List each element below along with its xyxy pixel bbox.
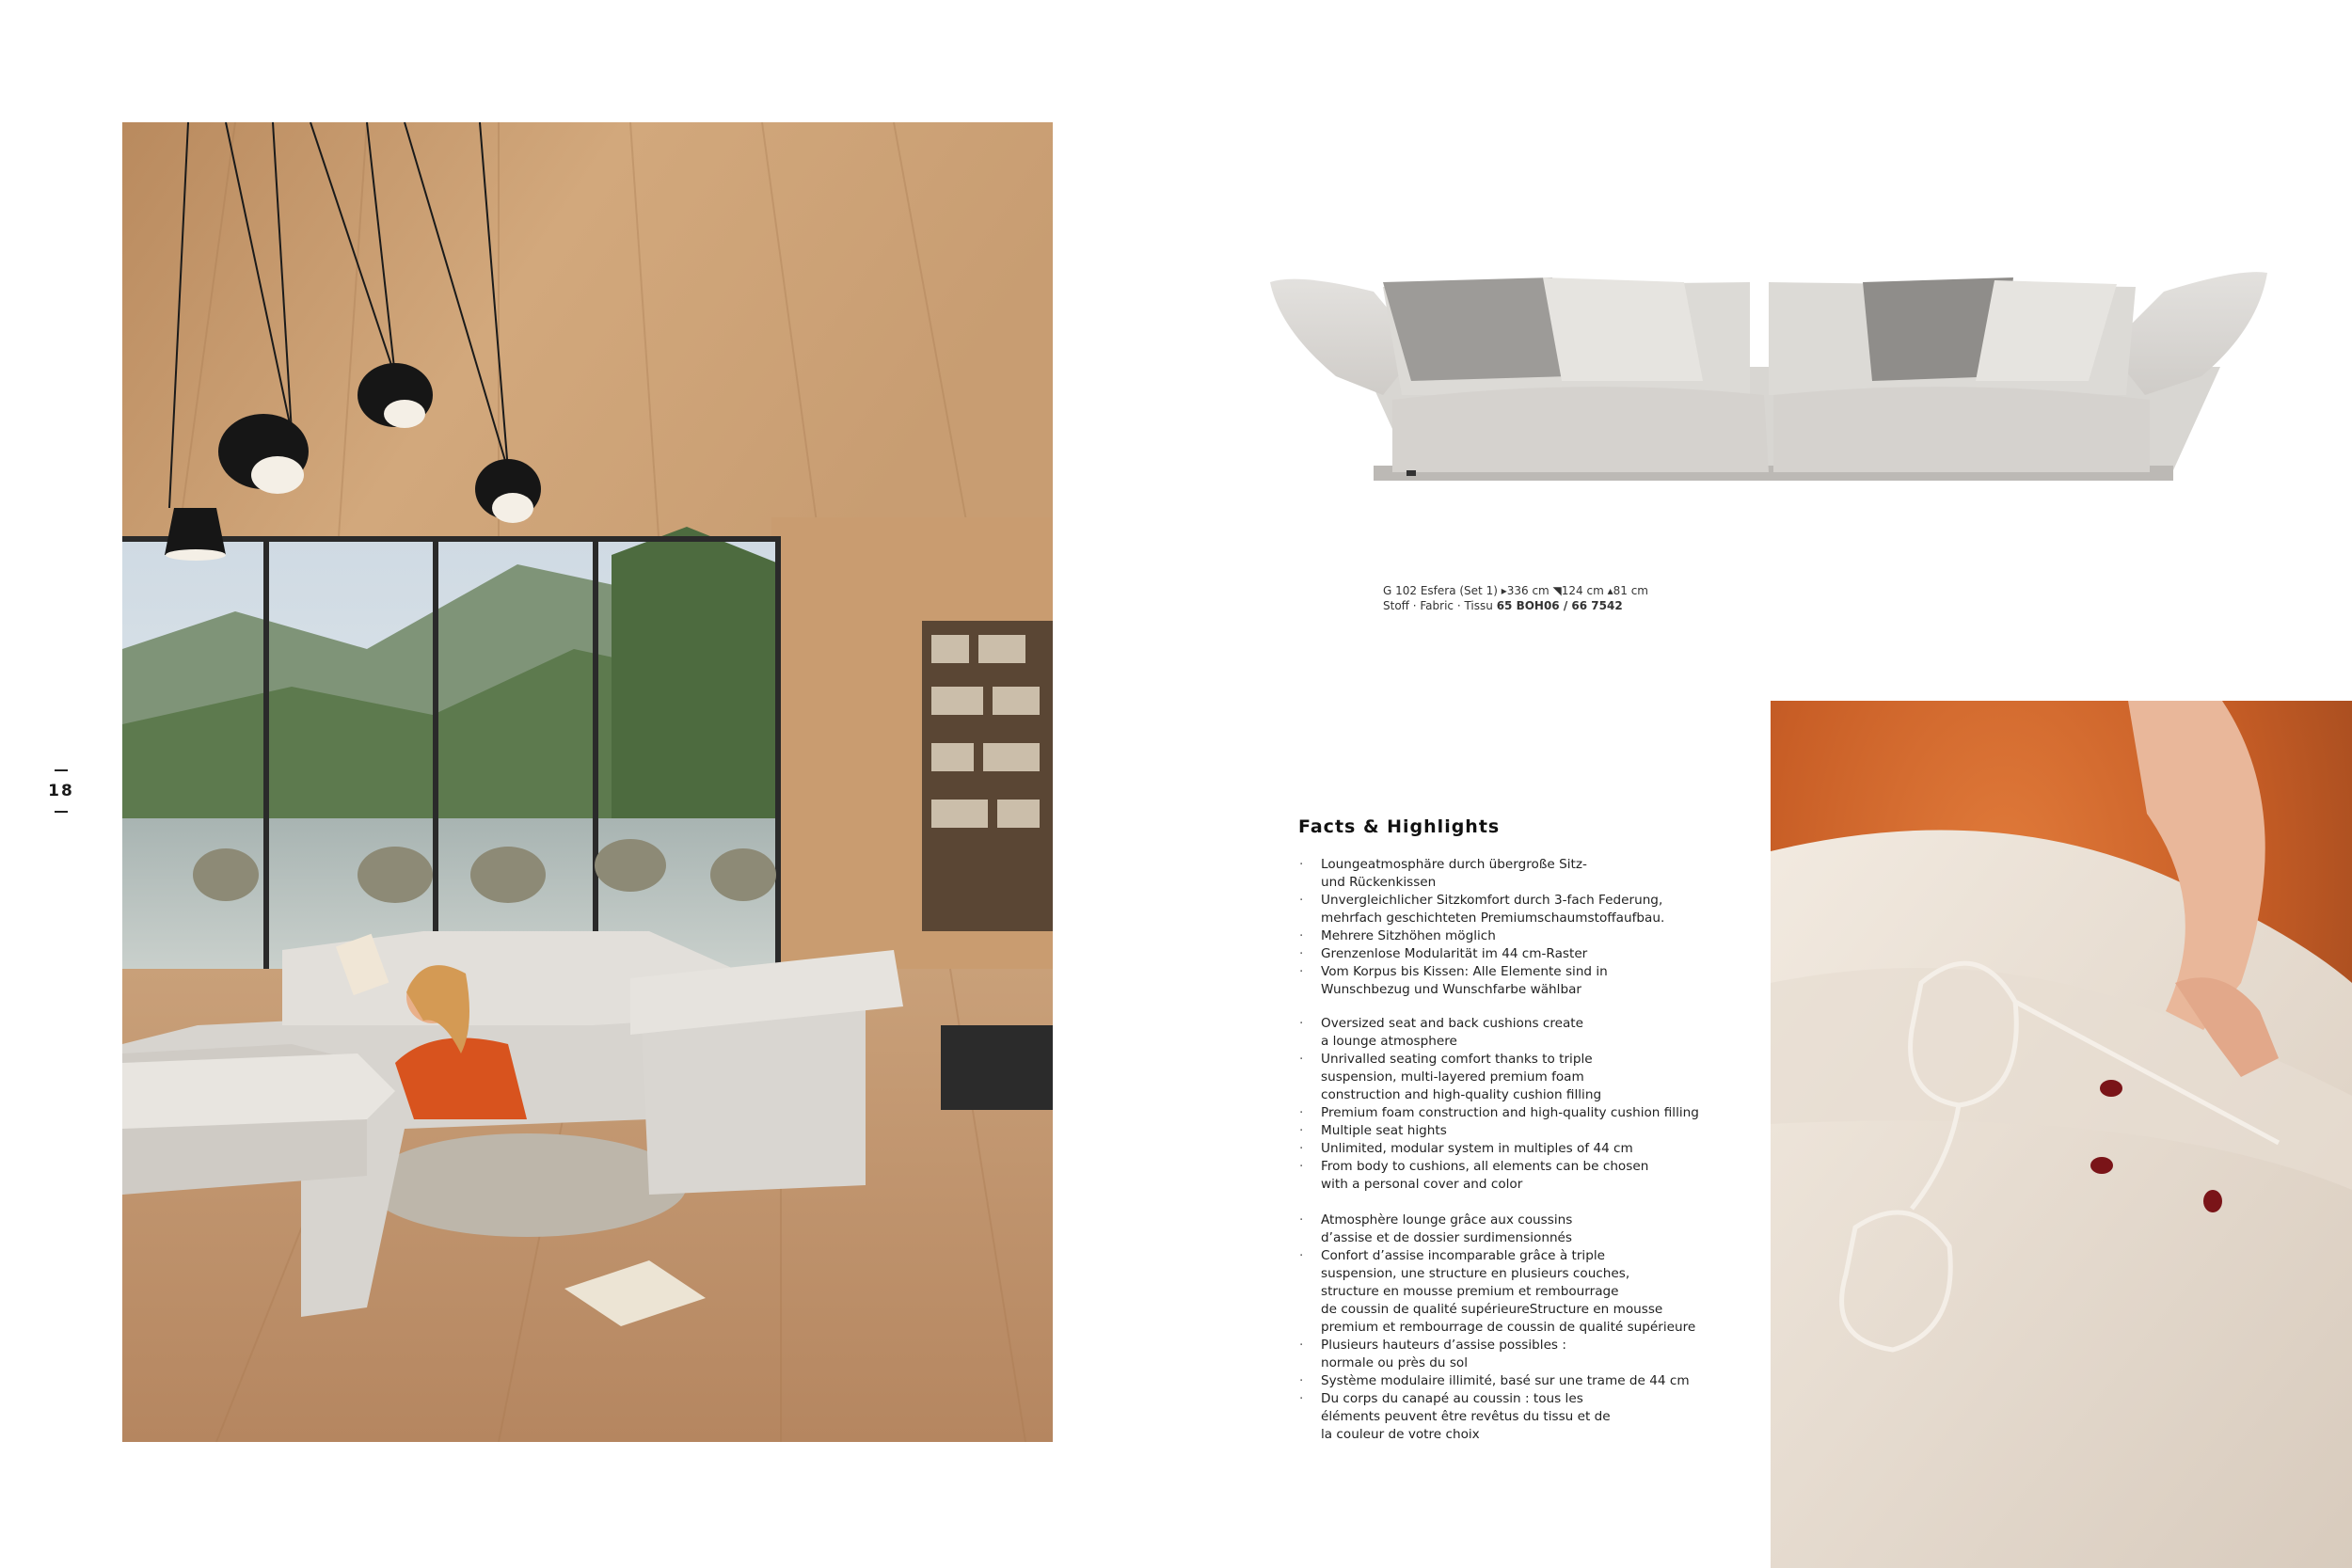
fact-item: · Mehrere Sitzhöhen möglich: [1298, 927, 1788, 945]
detail-photo: [1771, 701, 2352, 1568]
fact-item: · Loungeatmosphäre durch übergroße Sitz- und Rückenkissen: [1298, 856, 1788, 892]
product-dimensions: G 102 Esfera (Set 1) ▸336 cm ◥124 cm ▴81 cm: [1383, 584, 1648, 597]
fact-item: · Plusieurs hauteurs d’assise possibles : normale ou près du sol: [1298, 1337, 1788, 1372]
lifestyle-photo: [122, 122, 1053, 1442]
fact-item: · Unrivalled seating comfort thanks to triple suspension, multi-layered premium foam construction and high-quality cushion filling: [1298, 1051, 1788, 1104]
fact-item: · Du corps du canapé au coussin : tous les éléments peuvent être revêtus du tissu et de la couleur de votre choix: [1298, 1390, 1788, 1444]
facts-list-en: [1298, 1015, 1788, 1194]
product-caption: [1383, 583, 1648, 613]
divider: [55, 811, 68, 813]
facts-list-fr: [1298, 1212, 1788, 1444]
facts-title: Facts & Highlights: [1298, 816, 1501, 837]
facts-list-de: [1298, 856, 1788, 999]
fact-item: · Grenzenlose Modularität im 44 cm-Raster: [1298, 945, 1788, 963]
fact-item: · Premium foam construction and high-quality cushion filling: [1298, 1104, 1788, 1122]
fact-item: · Système modulaire illimité, basé sur une trame de 44 cm: [1298, 1372, 1788, 1390]
fact-item: · Confort d’assise incomparable grâce à triple suspension, une structure en plusieurs couches, structure en mousse premium et rembourrage de coussin de qualité supérieureStructure en mousse premium et rembourrage de coussin de qualité supérieure: [1298, 1247, 1788, 1337]
page-number-text: 18: [48, 782, 74, 800]
fabric-code: 65 BOH06 / 66 7542: [1496, 599, 1623, 612]
fact-item: · Multiple seat hights: [1298, 1122, 1788, 1140]
fact-item: · From body to cushions, all elements can be chosen with a personal cover and color: [1298, 1158, 1788, 1194]
fabric-label: Stoff · Fabric · Tissu: [1383, 599, 1497, 612]
divider: [55, 769, 68, 771]
fact-item: · Unvergleichlicher Sitzkomfort durch 3-fach Federung, mehrfach geschichteten Premiumschaumstoffaufbau.: [1298, 892, 1788, 927]
page-number: [45, 769, 77, 813]
product-photo: [1261, 263, 2277, 499]
fact-item: · Vom Korpus bis Kissen: Alle Elemente sind in Wunschbezug und Wunschfarbe wählbar: [1298, 963, 1788, 999]
fact-item: · Atmosphère lounge grâce aux coussins d’assise et de dossier surdimensionnés: [1298, 1212, 1788, 1247]
fact-item: · Oversized seat and back cushions create a lounge atmosphere: [1298, 1015, 1788, 1051]
product-fabric: [1383, 598, 1648, 613]
fact-item: · Unlimited, modular system in multiples of 44 cm: [1298, 1140, 1788, 1158]
